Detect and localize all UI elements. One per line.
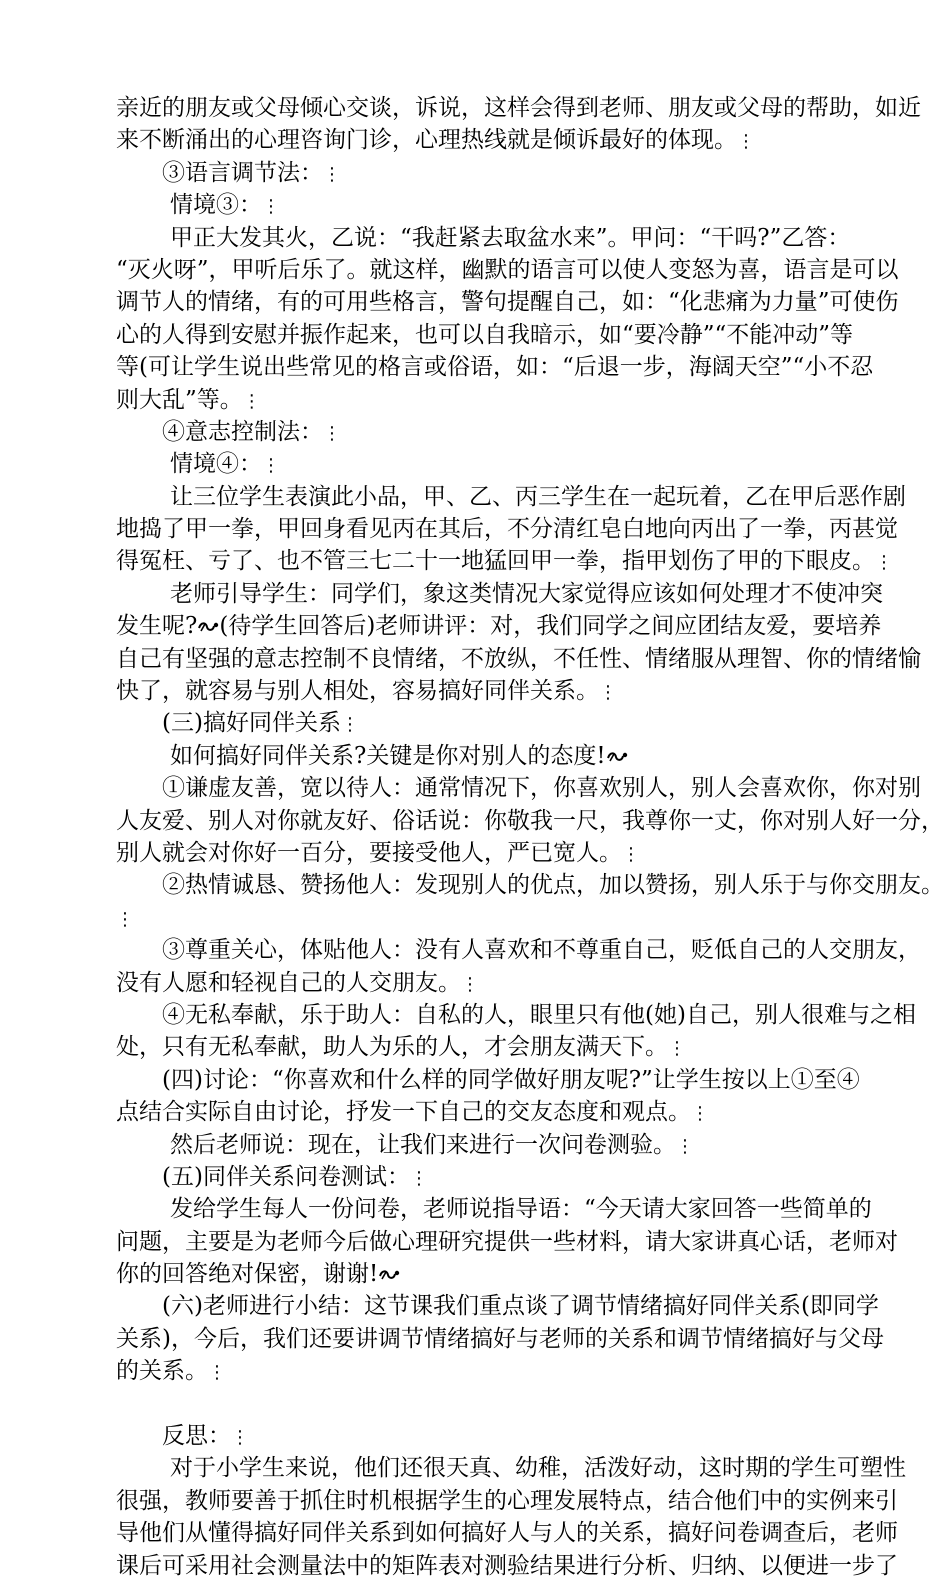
text-line bbox=[116, 92, 921, 124]
decorative-swirl-icon bbox=[606, 750, 628, 764]
text-line bbox=[116, 1258, 876, 1290]
text-line bbox=[116, 1485, 898, 1517]
text-line bbox=[116, 1161, 876, 1193]
line-text: 老师引导学生：同学们，象这类情况大家觉得应该如何处理才不使冲突 bbox=[170, 580, 883, 607]
text-line bbox=[116, 513, 898, 545]
text-line bbox=[116, 610, 882, 642]
line-text: (四)讨论：“你喜欢和什么样的同学做好朋友呢?”让学生按以上①至④ bbox=[162, 1066, 860, 1093]
text-line bbox=[116, 481, 906, 513]
text-line bbox=[116, 1323, 884, 1355]
paragraph-mark-icon: ⋮ bbox=[340, 714, 359, 736]
line-text: 得冤枉、亏了、也不管三七二十一地猛回甲一拳，指甲划伤了甲的下眼皮。 bbox=[116, 548, 875, 575]
line-text: 问题，主要是为老师今后做心理研究提供一些材料，请大家讲真心话，老师对 bbox=[116, 1228, 898, 1255]
decorative-swirl-icon bbox=[378, 1268, 400, 1282]
line-text: 发生呢? bbox=[116, 613, 198, 640]
line-text: 处，只有无私奉献，助人为乐的人，才会朋友满天下。 bbox=[116, 1034, 668, 1061]
paragraph-mark-icon: ⋮ bbox=[242, 390, 261, 412]
text-line bbox=[116, 740, 876, 772]
paragraph-mark-icon: ⋮ bbox=[737, 131, 755, 153]
text-line bbox=[116, 902, 876, 934]
line-text: (三)搞好同伴关系 bbox=[162, 710, 341, 737]
line-text: ④意志控制法： bbox=[162, 418, 323, 445]
text-line bbox=[116, 1193, 876, 1225]
paragraph-mark-icon: ⋮ bbox=[262, 196, 280, 218]
line-text: 自己有坚强的意志控制不良情绪，不放纵，不任性、情绪服从理智、你的情绪愉 bbox=[116, 645, 921, 672]
text-line bbox=[116, 124, 876, 156]
text-line bbox=[116, 675, 876, 707]
line-text: 来不断涌出的心理咨询门诊，心理热线就是倾诉最好的体现。 bbox=[116, 127, 737, 154]
text-line bbox=[116, 254, 899, 286]
text-line bbox=[116, 1452, 906, 1484]
text-line bbox=[116, 934, 921, 966]
text-line bbox=[116, 1355, 876, 1387]
line-text: ②热情诚恳、赞扬他人：发现别人的优点，加以赞扬，别人乐于与你交朋友。 bbox=[162, 872, 944, 899]
text-line bbox=[116, 999, 916, 1031]
paragraph-mark-icon: ⋮ bbox=[262, 455, 280, 477]
line-text: 发给学生每人一份问卷，老师说指导语：“今天请大家回答一些简单的 bbox=[170, 1196, 872, 1223]
line-text: 甲正大发其火，乙说：“我赶紧去取盆水来”。甲问：“干吗?”乙答： bbox=[170, 224, 851, 251]
line-text: ①谦虚友善，宽以待人：通常情况下，你喜欢别人，别人会喜欢你，你对别 bbox=[162, 775, 921, 802]
text-line bbox=[116, 384, 876, 416]
document-body bbox=[116, 92, 944, 1582]
text-line bbox=[116, 869, 944, 901]
text-line bbox=[116, 1420, 876, 1452]
text-line bbox=[116, 805, 944, 837]
line-text: 情境④： bbox=[170, 451, 262, 478]
text-line bbox=[116, 967, 876, 999]
text-line bbox=[116, 707, 876, 739]
line-text: 等(可让学生说出些常见的格言或俗语，如：“后退一步，海阔天空”“小不忍 bbox=[116, 354, 874, 381]
line-text: 如何搞好同伴关系?关键是你对别人的态度! bbox=[170, 742, 606, 769]
paragraph-mark-icon: ⋮ bbox=[409, 1167, 428, 1189]
paragraph-mark-icon: ⋮ bbox=[461, 973, 479, 995]
line-text: 的关系。 bbox=[116, 1358, 208, 1385]
paragraph-mark-icon: ⋮ bbox=[231, 1427, 249, 1449]
paragraph-mark-icon: ⋮ bbox=[676, 1135, 694, 1157]
text-line bbox=[116, 1031, 876, 1063]
line-text: ③尊重关心，体贴他人：没有人喜欢和不尊重自己，贬低自己的人交朋友， bbox=[162, 937, 921, 964]
line-text: ④无私奉献，乐于助人：自私的人，眼里只有他(她)自己，别人很难与之相 bbox=[162, 1001, 916, 1028]
text-line bbox=[116, 545, 893, 577]
paragraph-mark-icon: ⋮ bbox=[208, 1362, 226, 1384]
blank-line bbox=[116, 1388, 876, 1420]
line-text: 很强，教师要善于抓住时机根据学生的心理发展特点，结合他们中的实例来引 bbox=[116, 1487, 898, 1514]
text-line bbox=[116, 578, 883, 610]
text-line bbox=[116, 1517, 898, 1549]
line-text: (六)老师进行小结：这节课我们重点谈了调节情绪搞好同伴关系(即同学 bbox=[162, 1293, 879, 1320]
line-text: 心的人得到安慰并振作起来，也可以自我暗示，如“要冷静”“不能冲动”等 bbox=[116, 321, 854, 348]
line-text: 你的回答绝对保密，谢谢! bbox=[116, 1261, 379, 1288]
line-text: 对于小学生来说，他们还很天真、幼稚，活泼好动，这时期的学生可塑性 bbox=[170, 1455, 906, 1482]
text-line bbox=[116, 319, 876, 351]
text-line bbox=[116, 416, 876, 448]
line-text: 课后可采用社会测量法中的矩阵表对测验结果进行分析、归纳、以便进一步了 bbox=[116, 1552, 898, 1579]
text-line bbox=[116, 1226, 898, 1258]
text-line bbox=[116, 1550, 898, 1582]
text-line bbox=[116, 189, 876, 221]
text-line bbox=[116, 1096, 876, 1128]
paragraph-mark-icon: ⋮ bbox=[599, 682, 617, 704]
line-text: ③语言调节法： bbox=[162, 159, 323, 186]
paragraph-mark-icon: ⋮ bbox=[323, 422, 341, 444]
paragraph-mark-icon: ⋮ bbox=[691, 1103, 709, 1125]
paragraph-mark-icon: ⋮ bbox=[668, 1038, 686, 1060]
line-text: (五)同伴关系问卷测试： bbox=[162, 1163, 410, 1190]
line-text: 地捣了甲一拳，甲回身看见丙在其后，不分清红皂白地向丙出了一拳，丙甚觉 bbox=[116, 516, 898, 543]
line-text: 情境③： bbox=[170, 192, 262, 219]
line-text: 人友爱、别人对你就友好、俗话说：你敬我一尺，我尊你一丈，你对别人好一分， bbox=[116, 807, 944, 834]
line-text: 别人就会对你好一百分，要接受他人，严已宽人。 bbox=[116, 839, 622, 866]
line-text: 然后老师说：现在，让我们来进行一次问卷测验。 bbox=[170, 1131, 676, 1158]
line-text: 让三位学生表演此小品，甲、乙、丙三学生在一起玩着，乙在甲后恶作剧 bbox=[170, 483, 906, 510]
paragraph-mark-icon: ⋮ bbox=[875, 552, 893, 574]
text-line bbox=[116, 1064, 876, 1096]
text-line bbox=[116, 351, 876, 383]
line-text: 关系)，今后，我们还要讲调节情绪搞好与老师的关系和调节情绪搞好与父母 bbox=[116, 1325, 884, 1352]
text-line bbox=[116, 1129, 876, 1161]
line-text: 反思： bbox=[162, 1423, 231, 1450]
line-text-continued: (待学生回答后)老师讲评：对，我们同学之间应团结友爱，要培养 bbox=[219, 613, 882, 640]
text-line bbox=[116, 448, 876, 480]
text-line bbox=[116, 772, 921, 804]
paragraph-mark-icon: ⋮ bbox=[622, 843, 640, 865]
paragraph-mark-icon: ⋮ bbox=[116, 908, 134, 930]
line-text: “灭火呀”，甲听后乐了。就这样，幽默的语言可以使人变怒为喜，语言是可以 bbox=[116, 256, 899, 283]
line-text: 调节人的情绪，有的可用些格言，警句提醒自己，如：“化悲痛为力量”可使伤 bbox=[116, 289, 899, 316]
text-line bbox=[116, 157, 876, 189]
paragraph-mark-icon: ⋮ bbox=[323, 163, 341, 185]
line-text: 快了，就容易与别人相处，容易搞好同伴关系。 bbox=[116, 678, 599, 705]
text-line bbox=[116, 837, 876, 869]
text-line bbox=[116, 286, 899, 318]
line-text: 没有人愿和轻视自己的人交朋友。 bbox=[116, 969, 461, 996]
decorative-swirl-icon bbox=[197, 620, 219, 634]
text-line bbox=[116, 222, 876, 254]
text-line bbox=[116, 1290, 879, 1322]
line-text: 点结合实际自由讨论，抒发一下自己的交友态度和观点。 bbox=[116, 1099, 691, 1126]
line-text: 导他们从懂得搞好同伴关系到如何搞好人与人的关系，搞好问卷调查后，老师 bbox=[116, 1520, 898, 1547]
line-text: 亲近的朋友或父母倾心交谈，诉说，这样会得到老师、朋友或父母的帮助，如近 bbox=[116, 95, 921, 121]
line-text: 则大乱”等。 bbox=[116, 386, 243, 413]
text-line bbox=[116, 643, 921, 675]
